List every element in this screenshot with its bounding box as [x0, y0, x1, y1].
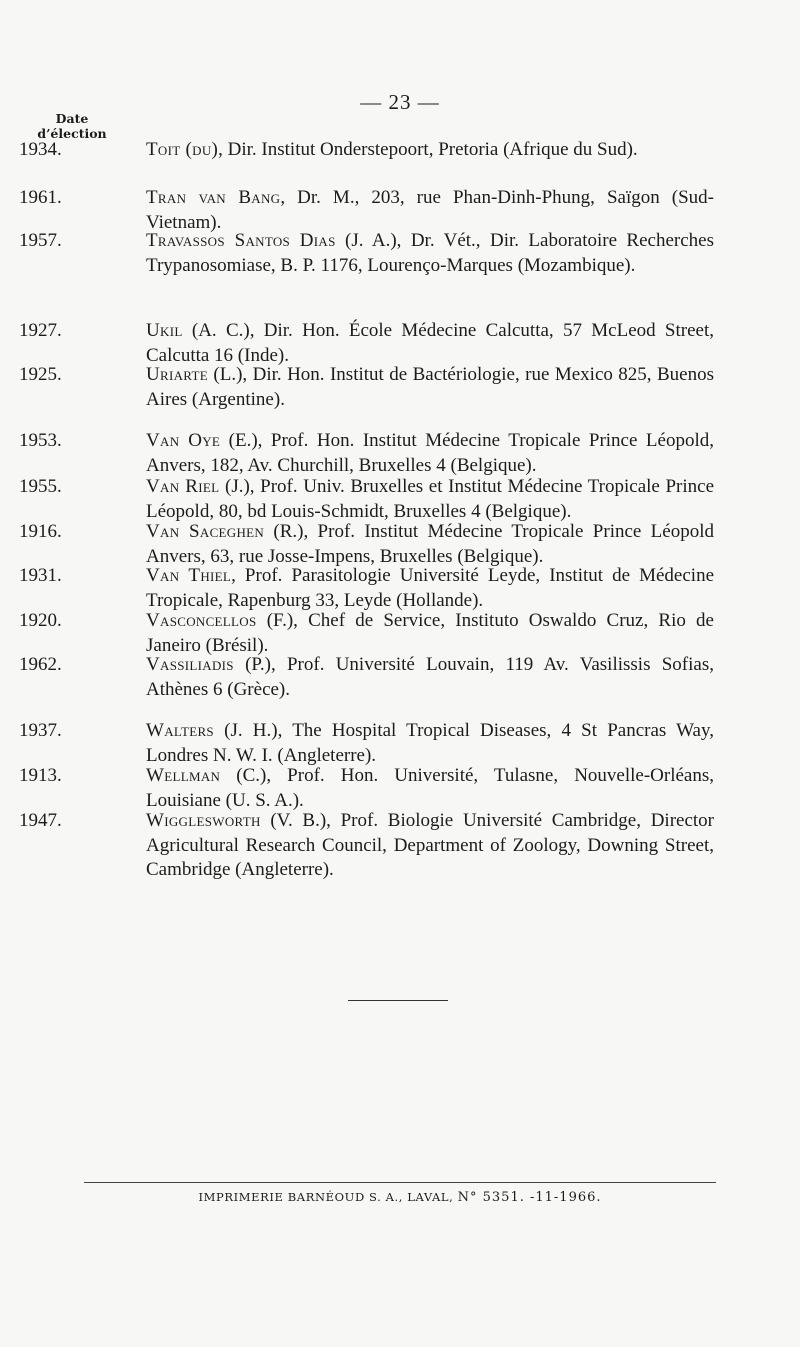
printer-imprint — [0, 1190, 800, 1205]
date-column-header — [8, 111, 136, 141]
election-year: 1934. — [19, 139, 62, 160]
election-year: 1955. — [19, 476, 62, 497]
member-entry — [19, 363, 714, 412]
member-details: (R.), Prof. Institut Médecine Tropicale Prince Léopold Anvers, 63, rue Josse-Impens, Bruxelles (Belgique). — [146, 521, 714, 567]
election-year: 1957. — [19, 230, 62, 251]
member-name: Uriarte — [146, 364, 208, 385]
member-details: (J. A.), Dr. Vét., Dir. Laboratoire Recherches Trypanosomiase, B. P. 1176, Lourenço-Marques (Mozambique). — [146, 230, 714, 276]
member-entry — [19, 138, 714, 163]
member-details: (L.), Dir. Hon. Institut de Bactériologie, rue Mexico 825, Buenos Aires (Argentine). — [146, 364, 714, 410]
member-details: (J.), Prof. Univ. Bruxelles et Institut Médecine Tropicale Prince Léopold, 80, bd Louis-Schmidt, Bruxelles 4 (Belgique). — [146, 476, 714, 522]
member-name: Van Oye — [146, 430, 221, 451]
election-year: 1961. — [19, 187, 62, 208]
member-details: (P.), Prof. Université Louvain, 119 Av. Vasilissis Sofias, Athènes 6 (Grèce). — [146, 654, 714, 700]
election-year: 1937. — [19, 720, 62, 741]
member-entry — [19, 653, 714, 702]
member-entry — [19, 186, 714, 235]
print-number: N° 5351. -11-1966. — [457, 1190, 602, 1205]
member-entry — [19, 520, 714, 569]
election-year: 1927. — [19, 320, 62, 341]
member-entry — [19, 564, 715, 613]
member-details: , Dr. M., 203, rue Phan-Dinh-Phung, Saïgon (Sud-Vietnam). — [146, 187, 714, 233]
member-name: Vasconcellos — [146, 610, 257, 631]
member-name: Van Saceghen — [146, 521, 265, 542]
election-year: 1947. — [19, 810, 62, 831]
member-entry — [19, 429, 714, 478]
page-number: — 23 — — [360, 90, 440, 114]
election-year: 1920. — [19, 610, 62, 631]
member-details: (V. B.), Prof. Biologie Université Cambridge, Director Agricultural Research Council, Department of Zoology, Downing Street, Cambridge (Angleterre). — [146, 810, 714, 880]
member-entry — [19, 719, 714, 768]
election-year: 1962. — [19, 654, 62, 675]
date-header-line-2: d’élection — [37, 126, 107, 141]
member-name: Tran van Bang — [146, 187, 281, 208]
member-details: (E.), Prof. Hon. Institut Médecine Tropicale Prince Léopold, Anvers, 182, Av. Churchill, Bruxelles 4 (Belgique). — [146, 430, 714, 476]
election-year: 1913. — [19, 765, 62, 786]
printer-name: IMPRIMERIE BARNÉOUD S. A., LAVAL, — [198, 1190, 454, 1204]
member-name: Van Riel — [146, 476, 220, 497]
member-entry — [19, 319, 714, 368]
election-year: 1925. — [19, 364, 62, 385]
election-year: 1953. — [19, 430, 62, 451]
election-year: 1916. — [19, 521, 62, 542]
member-name: Wellman — [146, 765, 221, 786]
member-details: , Dir. Institut Onderstepoort, Pretoria (Afrique du Sud). — [218, 139, 638, 160]
member-entry — [19, 809, 714, 883]
member-entry — [19, 764, 714, 813]
member-details: (A. C.), Dir. Hon. École Médecine Calcutta, 57 McLeod Street, Calcutta 16 (Inde). — [146, 320, 714, 366]
member-name: Vassiliadis — [146, 654, 234, 675]
member-name: Travassos Santos Dias — [146, 230, 336, 251]
member-name: Van Thiel — [146, 565, 232, 586]
member-entry — [19, 475, 714, 524]
member-name: Toit (du) — [146, 139, 219, 160]
member-name: Walters — [146, 720, 214, 741]
section-divider — [348, 1000, 448, 1001]
member-details: (J. H.), The Hospital Tropical Diseases, 4 St Pancras Way, Londres N. W. I. (Angleterre). — [146, 720, 714, 766]
member-name: Ukil — [146, 320, 183, 341]
member-details: (F.), Chef de Service, Instituto Oswaldo Cruz, Rio de Janeiro (Brésil). — [146, 610, 714, 656]
date-header-line-1: Date — [55, 111, 89, 126]
member-entry — [19, 229, 714, 278]
member-details: , Prof. Parasitologie Université Leyde, Institut de Médecine Tropicale, Rapenburg 33, Leyde (Hollande). — [146, 565, 715, 611]
election-year: 1931. — [19, 565, 62, 586]
member-entry — [19, 609, 714, 658]
footer-rule — [84, 1182, 716, 1183]
member-details: (C.), Prof. Hon. Université, Tulasne, Nouvelle-Orléans, Louisiane (U. S. A.). — [146, 765, 714, 811]
member-name: Wigglesworth — [146, 810, 261, 831]
